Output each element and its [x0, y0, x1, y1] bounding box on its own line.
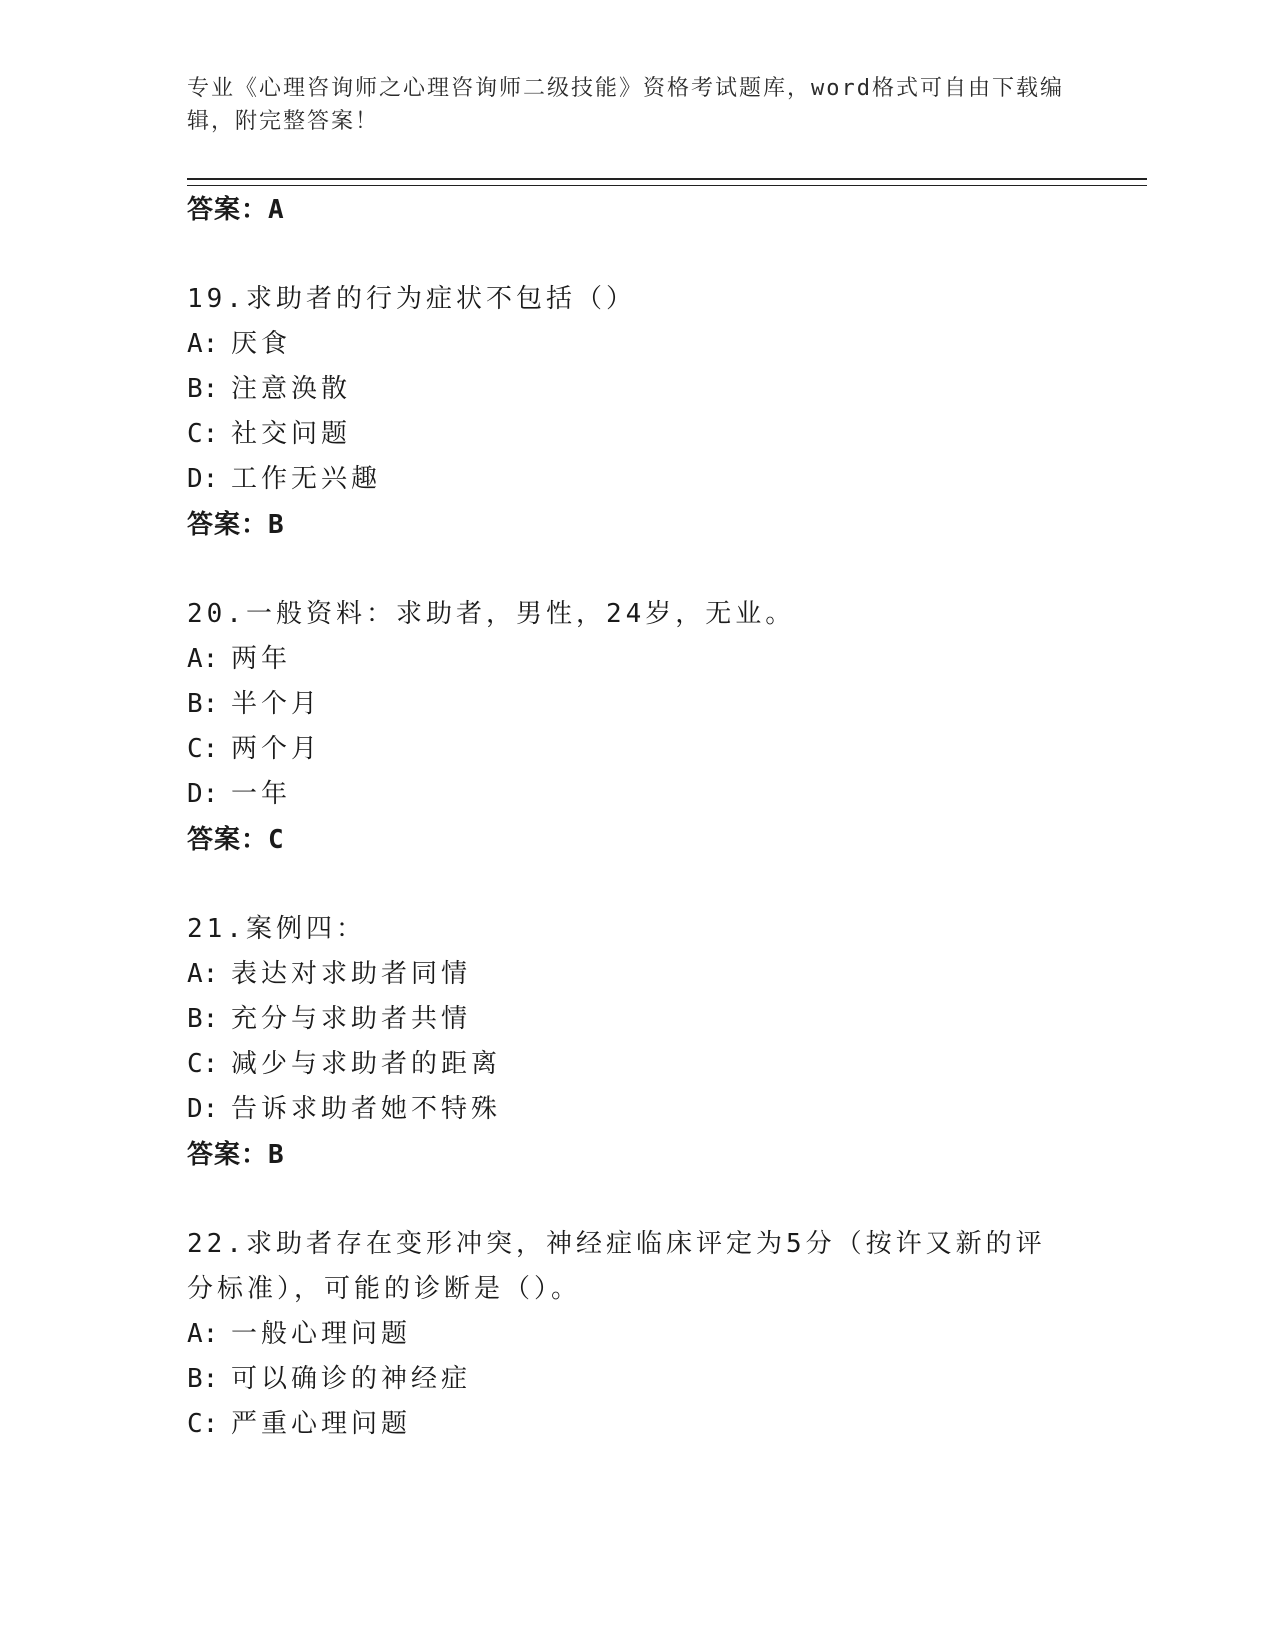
option-letter: A: [187, 329, 219, 359]
option-b [187, 1357, 1147, 1402]
document-header: 专业《心理咨询师之心理咨询师二级技能》资格考试题库，word格式可自由下载编辑，附完整答案！ [187, 76, 1064, 134]
option-a [187, 952, 1147, 997]
option-letter: C: [187, 734, 219, 764]
answer-value: A [268, 195, 285, 225]
question-20 [187, 592, 1147, 863]
answer-line [187, 502, 1147, 548]
option-text: 半个月 [231, 689, 322, 719]
document-page [187, 0, 1147, 1650]
answer-line [187, 1132, 1147, 1178]
answer-label: 答案： [187, 195, 269, 225]
option-text: 社交问题 [231, 419, 352, 449]
option-letter: B: [187, 1004, 219, 1034]
option-letter: C: [187, 1049, 219, 1079]
option-c [187, 1042, 1147, 1087]
answer-value: B [268, 1140, 285, 1170]
option-text: 告诉求助者她不特殊 [231, 1094, 502, 1124]
option-text: 表达对求助者同情 [231, 959, 472, 989]
option-text: 注意涣散 [231, 374, 352, 404]
option-text: 工作无兴趣 [231, 464, 382, 494]
option-letter: D: [187, 1094, 219, 1124]
option-text: 减少与求助者的距离 [231, 1049, 502, 1079]
answer-value: C [268, 825, 285, 855]
question-list [187, 187, 1147, 1447]
answer-label: 答案： [187, 1140, 269, 1170]
question-stem: 22.求助者存在变形冲突，神经症临床评定为5分（按许又新的评分标准），可能的诊断是（）。 [187, 1229, 1046, 1304]
spacer [187, 548, 1147, 592]
option-letter: A: [187, 959, 219, 989]
option-c [187, 727, 1147, 772]
spacer [187, 863, 1147, 907]
question-stem: 21.案例四： [187, 914, 366, 944]
option-text: 两年 [231, 644, 292, 674]
option-d [187, 772, 1147, 817]
option-d [187, 1087, 1147, 1132]
spacer [187, 233, 1147, 277]
option-letter: B: [187, 374, 219, 404]
answer-label: 答案： [187, 825, 269, 855]
answer-label: 答案： [187, 510, 269, 540]
option-d [187, 457, 1147, 502]
option-b [187, 682, 1147, 727]
option-text: 厌食 [231, 329, 292, 359]
question-22 [187, 1222, 1147, 1447]
option-c [187, 1402, 1147, 1447]
option-letter: A: [187, 1319, 219, 1349]
question-19 [187, 277, 1147, 548]
answer-value: B [268, 510, 285, 540]
option-text: 一年 [231, 779, 292, 809]
option-letter: D: [187, 464, 219, 494]
option-b [187, 997, 1147, 1042]
option-a [187, 1312, 1147, 1357]
option-c [187, 412, 1147, 457]
option-letter: C: [187, 1409, 219, 1439]
option-letter: B: [187, 1364, 219, 1394]
question-21 [187, 907, 1147, 1178]
option-a [187, 637, 1147, 682]
answer-line [187, 187, 1147, 233]
option-text: 两个月 [231, 734, 322, 764]
question-stem: 20.一般资料：求助者，男性，24岁，无业。 [187, 599, 796, 629]
header-divider [187, 178, 1147, 186]
option-text: 严重心理问题 [231, 1409, 412, 1439]
option-b [187, 367, 1147, 412]
answer-line [187, 817, 1147, 863]
option-text: 一般心理问题 [231, 1319, 412, 1349]
spacer [187, 1178, 1147, 1222]
option-text: 可以确诊的神经症 [231, 1364, 472, 1394]
option-letter: D: [187, 779, 219, 809]
option-letter: C: [187, 419, 219, 449]
option-letter: A: [187, 644, 219, 674]
option-text: 充分与求助者共情 [231, 1004, 472, 1034]
question-stem: 19.求助者的行为症状不包括（） [187, 284, 636, 314]
option-a [187, 322, 1147, 367]
option-letter: B: [187, 689, 219, 719]
